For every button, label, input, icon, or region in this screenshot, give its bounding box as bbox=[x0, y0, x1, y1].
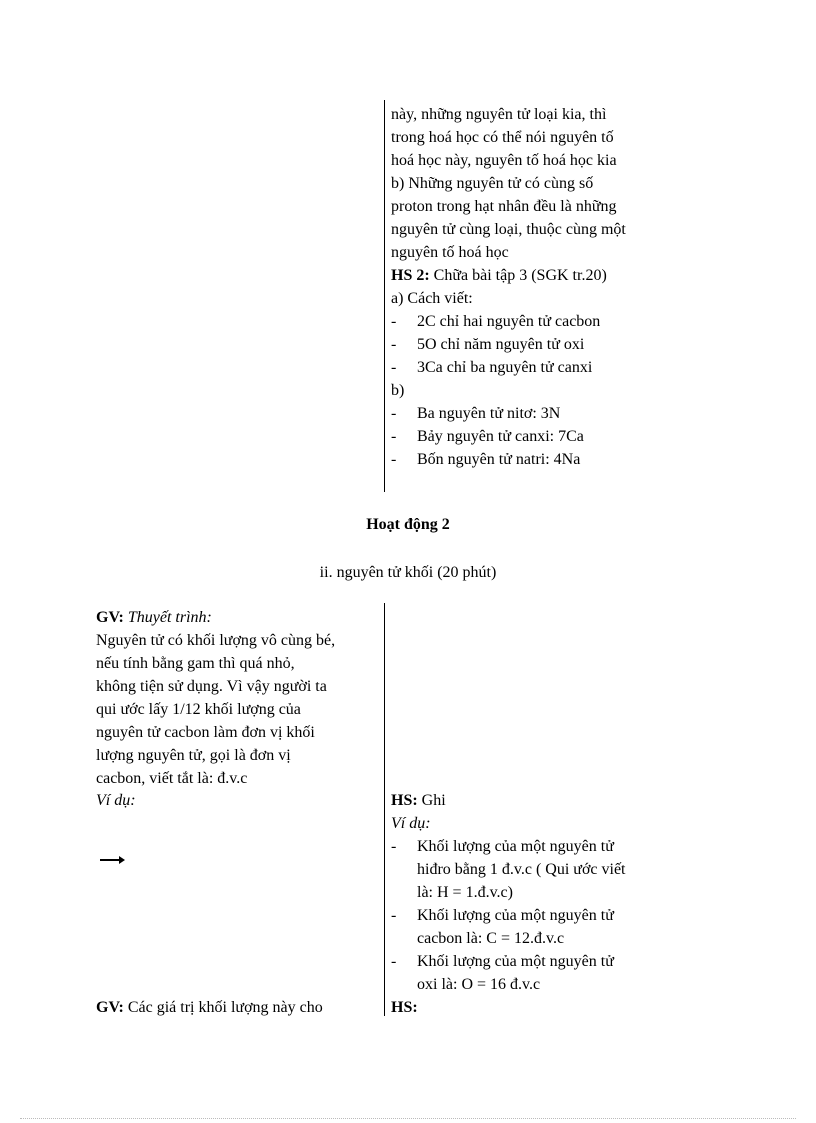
b-item-1 bbox=[391, 403, 560, 425]
b-item-2 bbox=[391, 426, 584, 448]
activity-title: Hoạt động 2 bbox=[366, 516, 450, 533]
left-example-label: Ví dụ: bbox=[96, 792, 136, 809]
b-item-text: Bảy nguyên tử canxi: 7Ca bbox=[417, 428, 584, 445]
right-item-text: Khối lượng của một nguyên tử bbox=[417, 838, 614, 855]
dash: - bbox=[391, 907, 397, 924]
left-para-line-4: qui ước lấy 1/12 khối lượng của bbox=[96, 701, 301, 718]
left-para-line-6: lượng nguyên tử, gọi là đơn vị bbox=[96, 747, 291, 764]
gv-italic: Thuyết trình: bbox=[123, 609, 212, 626]
right-item-text: hiđro bằng 1 đ.v.c ( Qui ước viết bbox=[417, 861, 626, 878]
bottom-column-divider bbox=[384, 603, 385, 1016]
b-item-text: Bốn nguyên tử natri: 4Na bbox=[417, 451, 581, 468]
right-item-text: cacbon là: C = 12.đ.v.c bbox=[417, 930, 565, 947]
gv2-line bbox=[96, 997, 323, 1019]
left-para-line-5: nguyên tử cacbon làm đơn vị khối bbox=[96, 724, 315, 741]
a-item-text: 3Ca chỉ ba nguyên tử canxi bbox=[417, 359, 593, 376]
right-example-label: Ví dụ: bbox=[391, 815, 431, 832]
right-item-2-line-1 bbox=[391, 905, 614, 927]
right-item-text: Khối lượng của một nguyên tử bbox=[417, 953, 614, 970]
a-item-text: 5O chỉ năm nguyên tử oxi bbox=[417, 336, 585, 353]
left-para-line-1: Nguyên tử có khối lượng vô cùng bé, bbox=[96, 632, 336, 649]
a-item-text: 2C chỉ hai nguyên tử cacbon bbox=[417, 313, 601, 330]
top-right-line-3: hoá học này, nguyên tố hoá học kia bbox=[391, 152, 617, 169]
a-item-1 bbox=[391, 311, 600, 333]
b-heading: b) bbox=[391, 382, 405, 399]
right-item-1-line-3 bbox=[391, 882, 513, 904]
right-item-3-line-2 bbox=[391, 974, 540, 996]
dash: - bbox=[391, 428, 397, 445]
top-right-line-7: nguyên tố hoá học bbox=[391, 244, 509, 261]
gv2-text: Các giá trị khối lượng này cho bbox=[123, 999, 323, 1016]
left-para-line-3: không tiện sử dụng. Vì vậy người ta bbox=[96, 678, 327, 695]
dash: - bbox=[391, 336, 397, 353]
hs-text: Ghi bbox=[417, 792, 446, 809]
hs-line bbox=[391, 790, 446, 812]
b-item-text: Ba nguyên tử nitơ: 3N bbox=[417, 405, 561, 422]
top-right-line-5: proton trong hạt nhân đều là những bbox=[391, 198, 617, 215]
hs2-line bbox=[391, 265, 607, 287]
dash: - bbox=[391, 451, 397, 468]
hs-label: HS: bbox=[391, 792, 418, 809]
right-item-text: là: H = 1.đ.v.c) bbox=[417, 884, 513, 901]
right-item-1-line-2 bbox=[391, 859, 626, 881]
dash: - bbox=[391, 405, 397, 422]
right-item-1-line-1 bbox=[391, 836, 614, 858]
left-para-line-7: cacbon, viết tắt là: đ.v.c bbox=[96, 770, 248, 787]
a-heading: a) Cách viết: bbox=[391, 290, 473, 307]
top-right-line-1: này, những nguyên tử loại kia, thì bbox=[391, 106, 607, 123]
footer-divider bbox=[20, 1118, 796, 1119]
right-item-3-line-1 bbox=[391, 951, 614, 973]
a-item-2 bbox=[391, 334, 584, 356]
right-item-text: oxi là: O = 16 đ.v.c bbox=[417, 976, 541, 993]
gv-line bbox=[96, 607, 212, 629]
dash: - bbox=[391, 359, 397, 376]
section-title: ii. nguyên tử khối (20 phút) bbox=[319, 564, 497, 581]
hs2-text: Chữa bài tập 3 (SGK tr.20) bbox=[429, 267, 607, 284]
gv2-label: GV: bbox=[96, 999, 124, 1016]
dash: - bbox=[391, 953, 397, 970]
left-para-line-2: nếu tính bằng gam thì quá nhỏ, bbox=[96, 655, 295, 672]
dash: - bbox=[391, 838, 397, 855]
arrow-right-icon bbox=[100, 859, 122, 861]
a-item-3 bbox=[391, 357, 592, 379]
gv-label: GV: bbox=[96, 609, 124, 626]
right-item-text: Khối lượng của một nguyên tử bbox=[417, 907, 614, 924]
hs2-bottom-label: HS: bbox=[391, 999, 418, 1016]
b-item-3 bbox=[391, 449, 580, 471]
right-item-2-line-2 bbox=[391, 928, 564, 950]
hs2-label: HS 2: bbox=[391, 267, 430, 284]
top-right-line-6: nguyên tử cùng loại, thuộc cùng một bbox=[391, 221, 626, 238]
top-right-line-2: trong hoá học có thể nói nguyên tố bbox=[391, 129, 614, 146]
top-column-divider bbox=[384, 100, 385, 492]
dash: - bbox=[391, 313, 397, 330]
top-right-line-4: b) Những nguyên tử có cùng số bbox=[391, 175, 594, 192]
